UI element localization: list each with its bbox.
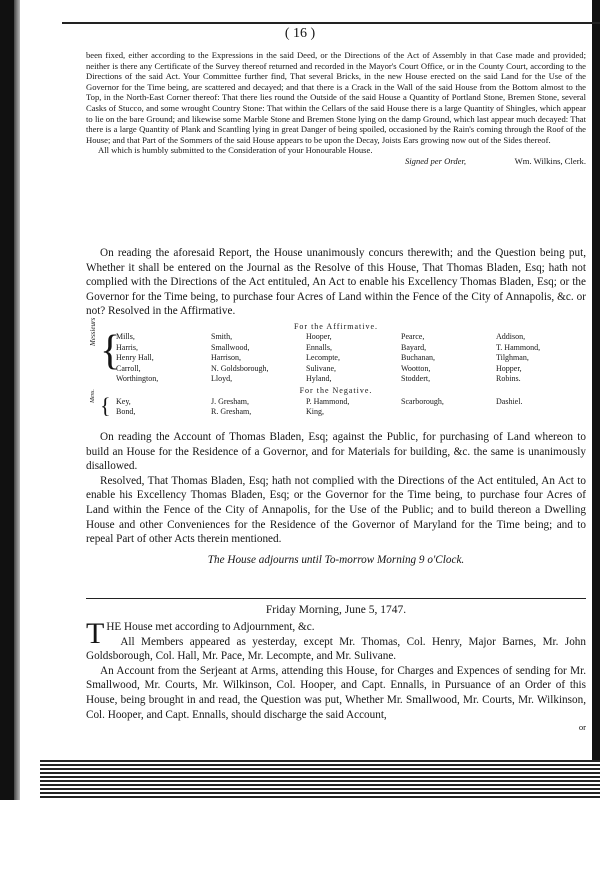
drop-cap: T (86, 617, 105, 650)
member-name: Ennalls, (306, 342, 332, 352)
aff-col-4 (401, 332, 496, 386)
member-name: Lloyd, (211, 374, 233, 384)
member-name: Carroll, (116, 363, 141, 373)
member-name: Harrison, (211, 353, 241, 363)
member-name: King, (306, 407, 324, 417)
negative-brace (86, 388, 116, 419)
member-name: Hyland, (306, 374, 332, 384)
member-name: Stoddert, (401, 374, 431, 384)
submitted-line: All which is humbly submitted to the Consideration of your Honourable House. (98, 145, 373, 156)
met-text: HE House met according to Adjournment, &c. (106, 621, 315, 633)
book-gutter (14, 0, 20, 800)
member-name: Bayard, (401, 342, 427, 352)
member-name: Robins. (496, 374, 521, 384)
section-rule (86, 598, 586, 599)
member-name: Bond, (116, 407, 136, 417)
member-name: Key, (116, 396, 131, 406)
member-name: P. Hammond, (306, 396, 350, 406)
member-name: Hooper, (306, 332, 332, 342)
neg-col-4 (401, 397, 496, 419)
aff-col-3 (306, 332, 401, 386)
account-paragraph: On reading the Account of Thomas Bladen, Esq; against the Public, for purchasing of Land whereon to build an House for the Residence of a Governor, and for Materials for building, &c. the same is unanimously disallowed. (86, 431, 586, 473)
member-name: Mills, (116, 332, 135, 342)
member-name: Sulivane, (306, 363, 336, 373)
vote-list (86, 318, 586, 419)
brace-glyph: { (100, 328, 121, 375)
signed-line: Signed per Order, (404, 155, 466, 166)
member-name: Smith, (211, 332, 233, 342)
neg-col-1 (116, 397, 211, 419)
member-name: Hopper, (496, 363, 522, 373)
member-name: Lecompte, (306, 353, 340, 363)
brace-glyph: { (100, 392, 111, 418)
aff-col-5 (496, 332, 576, 386)
member-name: J. Gresham, (211, 396, 249, 406)
adjourns-line: The House adjourns until To-morrow Morning 9 o'Clock. (207, 553, 465, 566)
neg-col-2 (211, 397, 306, 419)
aff-col-2 (211, 332, 306, 386)
book-binding-shadow (0, 0, 14, 800)
page-number: ( 16 ) (284, 26, 316, 41)
signatory: Wm. Wilkins, Clerk. (514, 155, 586, 166)
member-name: R. Gresham, (211, 407, 252, 417)
affirmative-brace (86, 318, 121, 386)
messieurs-label: Messieurs (89, 318, 97, 347)
member-name: Tilghman, (496, 353, 529, 363)
catchword: or (578, 722, 586, 733)
members-paragraph: All Members appeared as yesterday, except Mr. Thomas, Col. Henry, Major Barnes, Mr. John Goldsborough, Col. Hall, Mr. Pace, Mr. Lecompte, and Mr. Sulivane. (86, 635, 586, 663)
report-paragraph: been fixed, either according to the Expressions in the said Deed, or the Directions of the Act of Assembly in that Case made and provided; neither is there any Certificate of the Survey thereof returned and recorded in the Mayor's Court Office, or in the County Court, according to the Directions of the said Act. Your Committee further find, That several Bricks, in the new House erected on the said Land for the Use of the Governor for the Time being, are scattered and decayed; and that there is a Crack in the Wall of the said House from the Bottom almost to the Top, in the North-East Corner thereof: That there lies round the Outside of the said House a Quantity of Portland Stone, Bremen Stone, several Casks of Stucco, and some wrought Country Stone: That within the Cellars of the said House there is a large Quantity of Shingles, which appear to lie on the bare Ground; and likewise some Marble Stone and Bremen Stone lying on the damp Ground, which last appear much decayed: That there is a large Quantity of Plank and Scantling lying in great Danger of being spoiled, occasioned by the Rain's coming through the Roof of the House; and that Part of the Sommers of the said House appears to be upon the Decay, Joists Ears growing now out of the Sides thereof. (86, 50, 586, 145)
mess-label: Mess. (90, 388, 96, 403)
neg-col-5 (496, 397, 576, 419)
date-heading: Friday Morning, June 5, 1747. (265, 604, 407, 616)
page-edge-shadow (592, 0, 600, 800)
negative-heading: For the Negative. (299, 386, 373, 396)
member-name: Dashiel. (496, 396, 523, 406)
member-name: Worthington, (116, 374, 159, 384)
resolved-paragraph: Resolved, That Thomas Bladen, Esq; hath not complied with the Directions of the Act entituled, An Act to enable his Excellency Thomas Bladen, Esq; or the Governor for the Time being, to purchase four Acres of Land within the Fence of the City of Annapolis, for the Use of the Public; and to build thereon a Dwelling House and other Conveniences for the Residence of the Governor of Maryland for the Time being; and to repeal Part of other Acts therein mentioned. (86, 474, 586, 546)
member-name: Wootton, (401, 363, 431, 373)
serjeant-paragraph: An Account from the Serjeant at Arms, attending this House, for Charges and Expences of sending for Mr. Smallwood, Mr. Courts, Mr. Wilkinson, Col. Hooper, and Capt. Ennalls, in Pursuance of an Order of this House, being brought in and read, the Question was put, Whether Mr. Smallwood, Mr. Courts, Mr. Wilkinson, Col. Hooper, and Capt. Ennalls, should discharge the said Account, (86, 664, 586, 721)
affirmative-heading: For the Affirmative. (293, 322, 379, 331)
member-name: T. Hammond, (496, 342, 541, 352)
reading-paragraph: On reading the aforesaid Report, the House unanimously concurs therewith; and the Question being put, Whether it shall be entered on the Journal as the Resolve of this House, That Thomas Bladen, Esq; hath not complied with the Directions of the Act entituled, An Act to enable his Excellency Thomas Bladen, Esq; or the Governor for the Time being, to purchase four Acres of Land within the Fence of the City of Annapolis, &c. or not? Resolved in the Affirmative. (86, 247, 586, 318)
neg-col-3 (306, 397, 401, 419)
committee-report (86, 50, 586, 166)
member-name: Pearce, (401, 332, 425, 342)
member-name: Addison, (496, 332, 526, 342)
aff-col-1 (116, 332, 211, 386)
member-name: Henry Hall, (116, 353, 154, 363)
account-block (86, 430, 586, 567)
page-bottom-shadow (40, 760, 600, 800)
member-name: Scarborough, (401, 396, 444, 406)
member-name: Smallwood, (211, 342, 250, 352)
member-name: N. Goldsborough, (211, 363, 269, 373)
top-rule (62, 22, 600, 24)
member-name: Buchanan, (401, 353, 435, 363)
reading-block (86, 246, 586, 319)
member-name: Harris, (116, 342, 138, 352)
friday-block (86, 617, 586, 733)
